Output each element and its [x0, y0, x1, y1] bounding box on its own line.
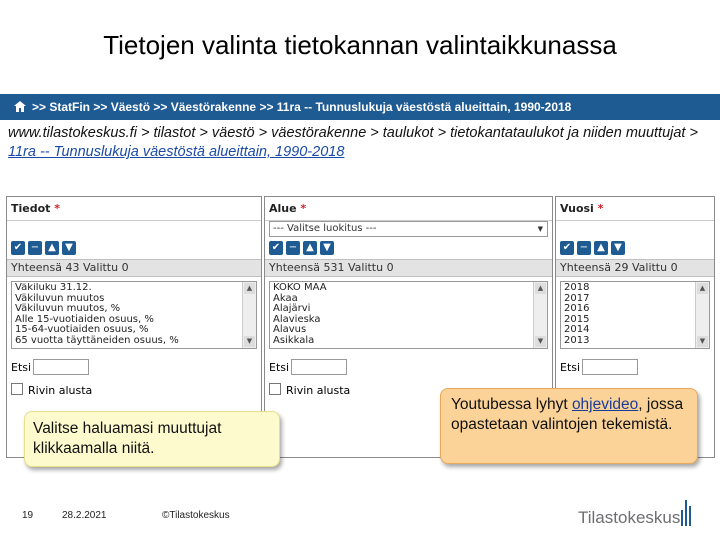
deselect-icon[interactable]: − — [28, 241, 42, 255]
panel-header — [265, 197, 552, 221]
search-row — [269, 361, 289, 374]
callout-text: , jossa opastetaan valintojen tekemistä. — [451, 396, 684, 433]
region-list[interactable] — [269, 281, 548, 349]
panel-title: Alue — [269, 202, 297, 215]
list-item[interactable]: 2014 — [564, 324, 590, 336]
list-item[interactable]: 2015 — [564, 313, 590, 325]
panel-header — [7, 197, 261, 221]
selection-count: Yhteensä 43 Valittu 0 — [7, 259, 261, 277]
table-link[interactable]: 11ra -- Tunnuslukuja väestöstä alueittain, 1990-2018 — [8, 144, 345, 160]
list-item[interactable]: Väkiluvun muutos, % — [15, 303, 121, 315]
list-item[interactable]: 2018 — [564, 283, 590, 293]
list-item[interactable]: Asikkala — [273, 334, 315, 346]
callout-text: Youtubessa lyhyt — [451, 396, 572, 413]
search-label: Etsi — [269, 361, 290, 374]
checkbox[interactable] — [269, 383, 281, 395]
sort-down-icon[interactable]: ▼ — [320, 241, 334, 255]
list-item[interactable]: 2016 — [564, 303, 590, 315]
search-row — [11, 361, 31, 374]
deselect-icon[interactable]: − — [577, 241, 591, 255]
sort-up-icon[interactable]: ▲ — [594, 241, 608, 255]
selection-buttons — [269, 241, 337, 255]
slide-date: 28.2.2021 — [62, 510, 107, 521]
list-item[interactable]: KOKO MAA — [273, 283, 327, 293]
checkbox-label: Rivin alusta — [286, 384, 351, 397]
search-input[interactable] — [291, 359, 347, 375]
select-value: --- Valitse luokitus --- — [273, 223, 377, 234]
scroll-up-icon[interactable]: ▲ — [244, 283, 255, 294]
panel-header — [556, 197, 714, 221]
instruction-callout: Valitse haluamasi muuttujat klikkaamalla niitä. — [24, 411, 280, 467]
sort-up-icon[interactable]: ▲ — [303, 241, 317, 255]
begin-of-row-option[interactable] — [269, 383, 350, 397]
selection-count: Yhteensä 29 Valittu 0 — [556, 259, 714, 277]
required-marker: * — [54, 202, 61, 215]
list-item[interactable]: Alavus — [273, 324, 307, 336]
scrollbar[interactable] — [533, 282, 547, 348]
sort-down-icon[interactable]: ▼ — [62, 241, 76, 255]
list-item[interactable]: Akaa — [273, 292, 298, 304]
panel-title: Tiedot — [11, 202, 51, 215]
check-all-icon[interactable]: ✔ — [269, 241, 283, 255]
selection-buttons — [560, 241, 628, 255]
scroll-up-icon[interactable]: ▲ — [535, 283, 546, 294]
search-row — [560, 361, 580, 374]
list-item[interactable]: 2017 — [564, 292, 590, 304]
breadcrumb[interactable]: >> StatFin >> Väestö >> Väestörakenne >> 11ra -- Tunnuslukuja väestöstä alueittain, 1990-2018 — [32, 100, 572, 114]
slide-title: Tietojen valinta tietokannan valintaikkunassa — [103, 30, 617, 60]
scroll-down-icon[interactable]: ▼ — [244, 336, 255, 347]
search-label: Etsi — [560, 361, 581, 374]
video-callout — [440, 388, 698, 464]
scrollbar[interactable] — [695, 282, 709, 348]
svg-text:Tilastokeskus: Tilastokeskus — [578, 508, 681, 527]
classification-select[interactable] — [269, 221, 548, 237]
check-all-icon[interactable]: ✔ — [560, 241, 574, 255]
site-path — [8, 124, 714, 162]
selection-buttons — [11, 241, 79, 255]
begin-of-row-option[interactable] — [11, 383, 92, 397]
scroll-up-icon[interactable]: ▲ — [697, 283, 708, 294]
list-item[interactable]: 65 vuotta täyttäneiden osuus, % — [15, 334, 179, 346]
video-link[interactable]: ohjevideo — [571, 396, 639, 413]
copyright: ©Tilastokeskus — [162, 510, 230, 521]
page-number: 19 — [22, 510, 34, 521]
search-label: Etsi — [11, 361, 32, 374]
year-list[interactable] — [560, 281, 710, 349]
check-all-icon[interactable]: ✔ — [11, 241, 25, 255]
chevron-down-icon: ▼ — [537, 225, 543, 233]
scrollbar[interactable] — [242, 282, 256, 348]
sort-down-icon[interactable]: ▼ — [611, 241, 625, 255]
search-input[interactable] — [33, 359, 89, 375]
panel-title: Vuosi — [560, 202, 594, 215]
tilastokeskus-logo — [578, 496, 698, 535]
list-item[interactable]: Väkiluvun muutos — [15, 292, 105, 304]
scroll-down-icon[interactable]: ▼ — [535, 336, 546, 347]
required-marker: * — [597, 202, 604, 215]
statfin-breadcrumb-bar — [0, 94, 720, 120]
list-item[interactable]: Alle 15-vuotiaiden osuus, % — [15, 313, 154, 325]
list-item[interactable]: 2013 — [564, 334, 590, 346]
checkbox-label: Rivin alusta — [28, 384, 93, 397]
deselect-icon[interactable]: − — [286, 241, 300, 255]
checkbox[interactable] — [11, 383, 23, 395]
required-marker: * — [300, 202, 307, 215]
variable-list[interactable] — [11, 281, 257, 349]
scroll-down-icon[interactable]: ▼ — [697, 336, 708, 347]
site-path-text: www.tilastokeskus.fi > tilastot > väestö > väestörakenne > taulukot > tietokantataulukot ja niiden muuttujat > — [8, 125, 698, 141]
list-item[interactable]: Väkiluku 31.12. — [15, 283, 92, 293]
list-item[interactable]: 15-64-vuotiaiden osuus, % — [15, 324, 149, 336]
sort-up-icon[interactable]: ▲ — [45, 241, 59, 255]
search-input[interactable] — [582, 359, 638, 375]
list-item[interactable]: Alavieska — [273, 313, 321, 325]
selection-count: Yhteensä 531 Valittu 0 — [265, 259, 552, 277]
list-item[interactable]: Alajärvi — [273, 303, 311, 315]
